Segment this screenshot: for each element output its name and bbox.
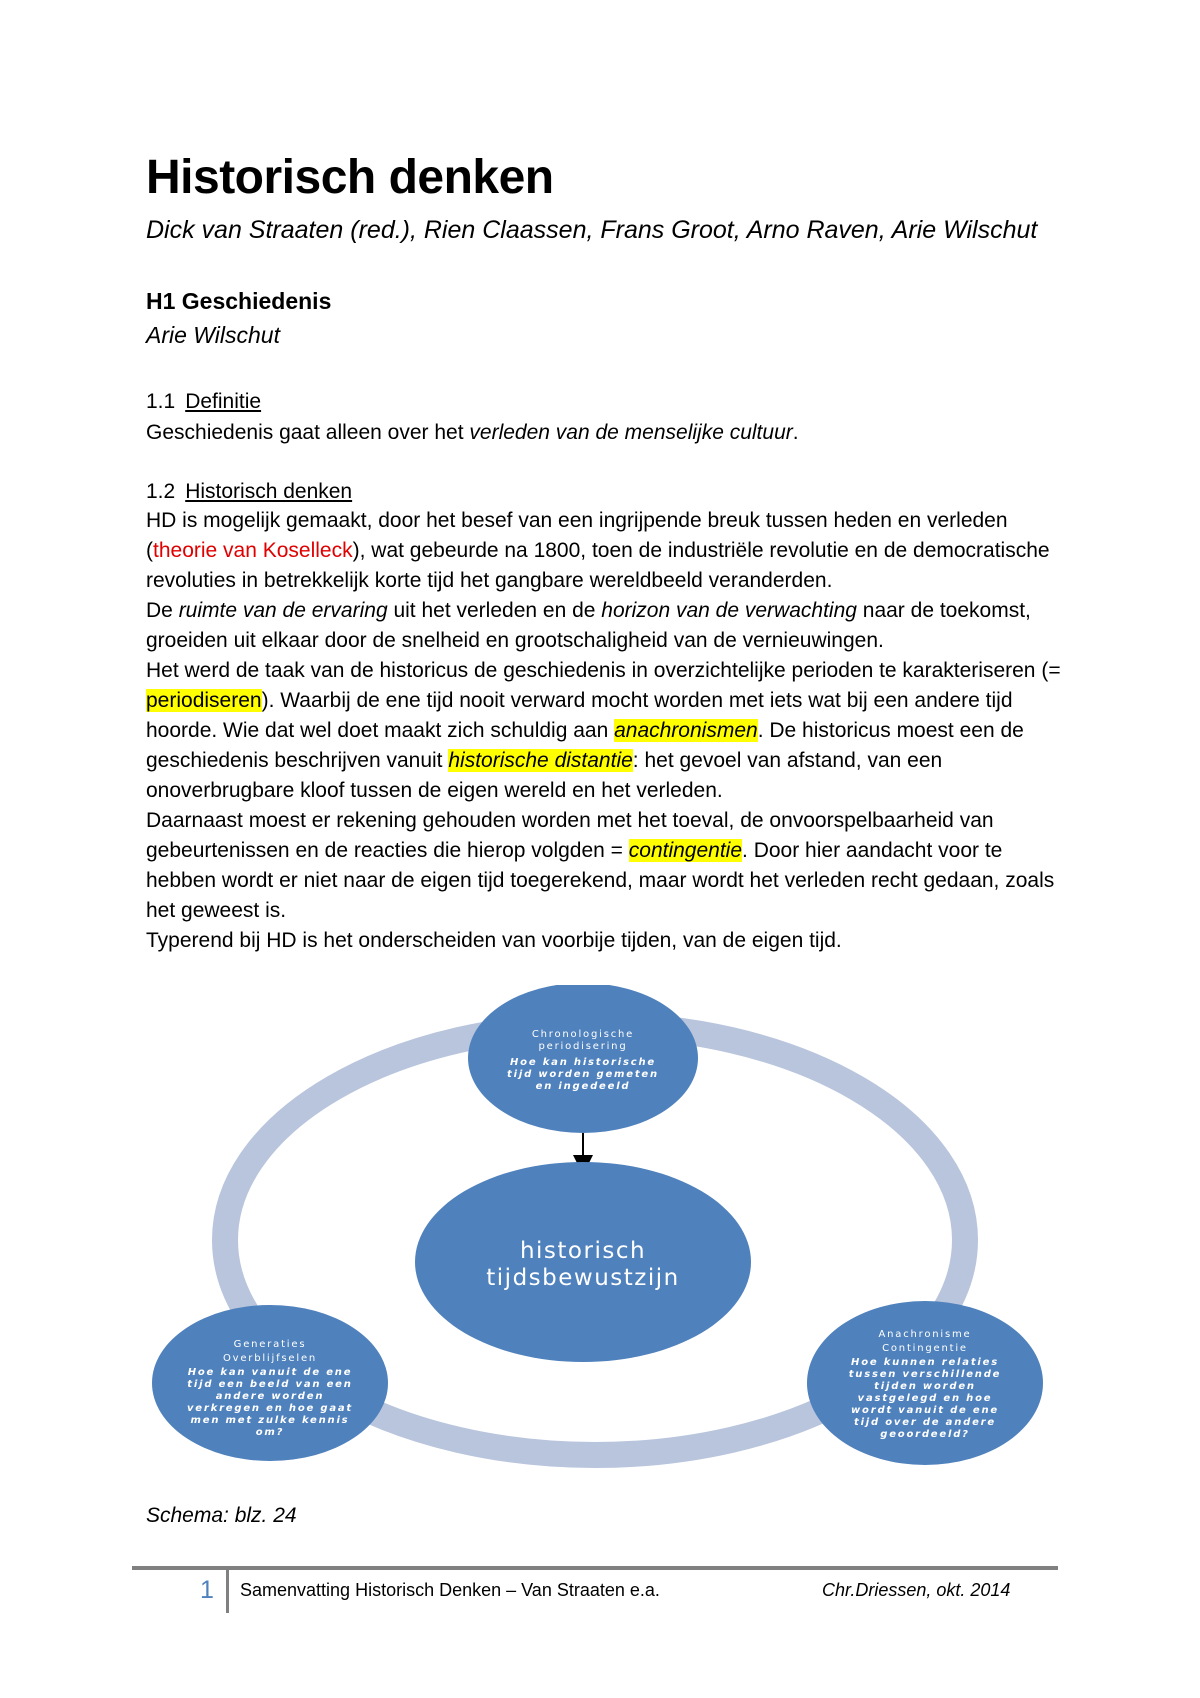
right-title-line-1: Anachronisme (878, 1329, 972, 1340)
paragraph (146, 656, 1076, 806)
schema-reference: Schema: blz. 24 (146, 1504, 297, 1527)
right-question-line-2: tussen verschillende (848, 1369, 1002, 1380)
center-label-line-2: tijdsbewustzijn (486, 1265, 680, 1291)
text: ), wat gebeurde na 1800, toen de industriële revolutie en de democratische revoluties in betrekkelijk korte tijd het gangbare wereldbeeld veranderden. (146, 539, 1050, 592)
text: : het gevoel van afstand, van een onoverbrugbare kloof tussen de eigen wereld en het verleden. (146, 749, 943, 802)
text: Typerend bij HD is het onderscheiden van voorbije tijden, van de eigen tijd. (146, 929, 842, 952)
section-title: Definitie (185, 390, 262, 413)
definition-paragraph (146, 418, 1076, 448)
top-title-line-2: periodisering (538, 1041, 628, 1052)
red-term: theorie van Koselleck (153, 539, 353, 562)
emphasis: ruimte van de ervaring (178, 599, 388, 622)
top-question-line-3: en ingedeeld (535, 1081, 631, 1092)
document-title: Historisch denken (146, 151, 554, 204)
section-heading-historisch-denken (146, 480, 352, 504)
section-number: 1.2 (146, 480, 176, 503)
section-number: 1.1 (146, 390, 176, 413)
page-number: 1 (200, 1576, 214, 1604)
left-question-line-1: Hoe kan vanuit de ene (187, 1367, 353, 1378)
historisch-denken-body (146, 506, 1076, 956)
top-question-line-2: tijd worden gemeten (507, 1069, 659, 1080)
left-title-line-1: Generaties (233, 1339, 307, 1350)
text: Daarnaast moest er rekening gehouden worden met het toeval, de onvoorspelbaarheid van gebeurtenissen en de reacties die hierop volgden = (146, 809, 994, 862)
center-label-line-1: historisch (519, 1238, 647, 1264)
top-question-line-1: Hoe kan historische (510, 1057, 656, 1068)
text: . De historicus moest een de geschiedenis beschrijven vanuit (146, 719, 1024, 772)
left-title-line-2: Overblijfselen (222, 1353, 318, 1364)
emphasis: horizon van de verwachting (601, 599, 857, 622)
highlighted-term: anachronismen (614, 719, 758, 742)
highlighted-term: contingentie (628, 839, 743, 862)
paragraph (146, 596, 1076, 656)
text: HD is mogelijk gemaakt, door het besef van een ingrijpende breuk tussen heden en verleden ( (146, 509, 1008, 562)
left-question-line-3: andere worden (215, 1391, 325, 1402)
right-question-line-3: tijden worden (874, 1381, 976, 1392)
text: ). Waarbij de ene tijd nooit verward mocht worden met iets wat bij een andere tijd hoorde. Wie dat wel doet maakt zich schuldig aan (146, 689, 1013, 742)
footer-title: Samenvatting Historisch Denken – Van Straaten e.a. (240, 1580, 660, 1600)
left-question-line-6: om? (255, 1427, 285, 1438)
left-question-line-4: verkregen en hoe gaat (186, 1403, 354, 1414)
text: De (146, 599, 179, 622)
paragraph (146, 806, 1076, 926)
footer-author-date: Chr.Driessen, okt. 2014 (822, 1580, 1011, 1600)
emphasis: verleden van de menselijke cultuur (469, 421, 793, 444)
text: . Door hier aandacht voor te hebben wordt er niet naar de eigen tijd toegerekend, maar wordt het verleden recht gedaan, zoals het geweest is. (146, 839, 1055, 922)
left-question-line-2: tijd een beeld van een (187, 1379, 353, 1390)
highlighted-term: historische distantie (448, 749, 633, 772)
chapter-author: Arie Wilschut (146, 322, 280, 348)
text: naar de toekomst, groeiden uit elkaar door de snelheid en grootschaligheid van de vernieuwingen. (146, 599, 1031, 652)
paragraph (146, 506, 1076, 596)
authors-line: Dick van Straaten (red.), Rien Claassen, Frans Groot, Arno Raven, Arie Wilschut (146, 216, 1038, 244)
chapter-heading: H1 Geschiedenis (146, 288, 332, 314)
section-title: Historisch denken (185, 480, 353, 503)
left-question-line-5: men met zulke kennis (190, 1415, 350, 1426)
top-title-line-1: Chronologische (531, 1029, 635, 1040)
text: Het werd de taak van de historicus de geschiedenis in overzichtelijke perioden te karakteriseren (= (146, 659, 1061, 682)
text: . (792, 421, 799, 444)
right-question-line-5: wordt vanuit de ene (851, 1405, 999, 1416)
text: uit het verleden en de (387, 599, 602, 622)
footer-vertical-divider (226, 1569, 229, 1613)
section-heading-definitie (146, 390, 261, 414)
right-title-line-2: Contingentie (882, 1343, 968, 1354)
footer-divider (132, 1566, 1058, 1570)
right-question-line-6: tijd over de andere (853, 1417, 997, 1428)
highlighted-term: periodiseren (146, 689, 262, 712)
paragraph (146, 926, 1076, 956)
right-question-line-4: vastgelegd en hoe (857, 1393, 993, 1404)
cycle-diagram (150, 985, 1050, 1485)
right-question-line-1: Hoe kunnen relaties (851, 1357, 999, 1368)
right-question-line-7: geoordeeld? (880, 1429, 970, 1440)
text: Geschiedenis gaat alleen over het (146, 421, 470, 444)
